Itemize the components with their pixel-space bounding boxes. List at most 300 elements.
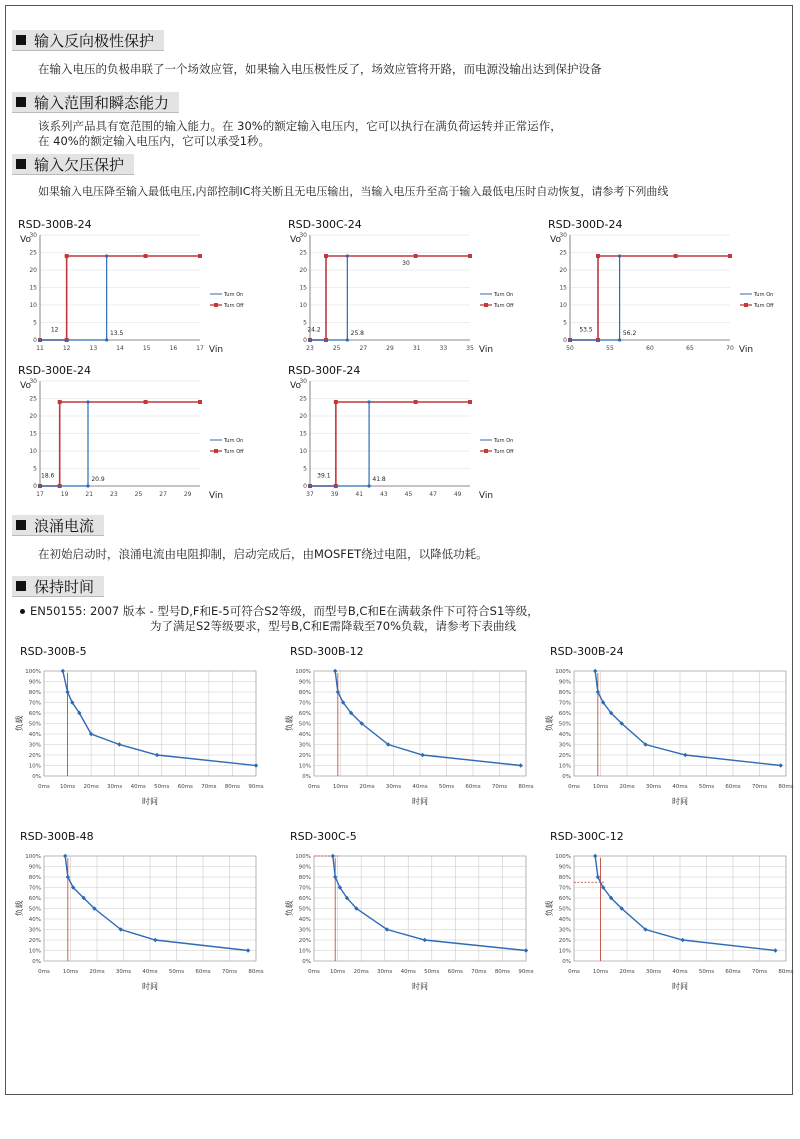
turn-off-point — [144, 400, 148, 404]
uv-x-tick-label: 50 — [566, 345, 574, 352]
holdup-y-tick-label: 90% — [298, 679, 311, 686]
uv-x-tick-label: 25 — [332, 345, 341, 352]
holdup-point — [333, 875, 337, 879]
turn-off-point — [65, 254, 69, 258]
turn-off-point — [198, 254, 202, 258]
uv-y-tick-label: 20 — [29, 413, 37, 420]
holdup-curve — [333, 856, 526, 951]
holdup-x-tick-label: 60ms — [725, 969, 741, 975]
holdup-point — [420, 753, 424, 757]
section-square-icon — [16, 97, 26, 107]
uv-y-tick-label: 20 — [299, 413, 307, 420]
uv-x-tick-label: 13 — [89, 345, 98, 352]
holdup-point — [331, 854, 335, 858]
holdup-x-tick-label: 60ms — [725, 784, 741, 790]
turn-off-point — [144, 254, 148, 258]
holdup-x-tick-label: 60ms — [447, 969, 463, 975]
holdup-y-tick-label: 40% — [28, 917, 41, 923]
holdup-point — [61, 669, 65, 673]
holdup-y-tick-label: 60% — [558, 711, 571, 717]
holdup-x-tick-label: 60ms — [465, 784, 481, 790]
holdup-x-axis-label: 时间 — [672, 982, 688, 991]
turn-on-point — [346, 338, 349, 341]
turn-on-point — [105, 254, 108, 257]
uv-y-tick-label: 15 — [29, 284, 37, 292]
holdup-curve — [335, 671, 521, 766]
uv-chart-title: RSD-300B-24 — [18, 218, 92, 231]
holdup-point — [246, 948, 250, 952]
uv-x-axis-label: Vin — [208, 491, 224, 501]
holdup-y-tick-label: 70% — [298, 700, 311, 707]
holdup-point — [593, 854, 597, 858]
holdup-y-tick-label: 10% — [28, 948, 41, 955]
holdup-x-tick-label: 90ms — [248, 784, 264, 790]
holdup-y-axis-label: 负载 — [285, 715, 294, 732]
uv-y-tick-label: 25 — [29, 395, 37, 403]
turn-on-point — [105, 338, 108, 341]
uv-x-tick-label: 37 — [306, 491, 314, 498]
uv-x-tick-label: 11 — [36, 345, 44, 352]
holdup-text-2: 为了满足S2等级要求，型号B,C和E需降载至70%负载，请参考下表曲线 — [150, 619, 517, 633]
holdup-point — [524, 948, 528, 952]
holdup-x-tick-label: 10ms — [59, 784, 76, 790]
uv-x-axis-label: Vin — [478, 345, 494, 355]
uv-x-tick-label: 27 — [159, 491, 167, 498]
holdup-chart-title: RSD-300C-12 — [550, 830, 624, 843]
turn-off-line — [570, 256, 730, 340]
holdup-point — [519, 763, 523, 767]
legend-turn-on-label: Turn On — [224, 292, 244, 298]
uv-x-tick-label: 21 — [85, 491, 94, 498]
holdup-x-tick-label: 70ms — [751, 969, 768, 975]
holdup-x-tick-label: 0ms — [308, 784, 320, 790]
holdup-y-tick-label: 90% — [558, 864, 571, 871]
holdup-point — [593, 669, 597, 673]
holdup-y-tick-label: 90% — [558, 679, 571, 686]
holdup-x-tick-label: 10ms — [592, 969, 609, 975]
holdup-x-tick-label: 40ms — [142, 969, 158, 975]
holdup-y-tick-label: 40% — [558, 732, 571, 738]
uv-y-tick-label: 0 — [303, 337, 307, 344]
uv-y-tick-label: 25 — [299, 249, 307, 257]
holdup-x-tick-label: 10ms — [329, 969, 346, 975]
turn-off-line — [310, 256, 470, 340]
holdup-x-tick-label: 80ms — [494, 969, 511, 975]
holdup-y-tick-label: 50% — [558, 906, 571, 913]
uv-level-label: 30 — [402, 260, 410, 267]
section-inrush — [12, 515, 104, 536]
holdup-y-tick-label: 100% — [555, 854, 571, 860]
holdup-chart-title: RSD-300B-12 — [290, 645, 364, 658]
turn-on-point — [38, 338, 41, 341]
turn-on-point — [308, 338, 311, 341]
holdup-x-tick-label: 0ms — [308, 969, 320, 975]
uv-x-tick-label: 29 — [183, 491, 192, 498]
holdup-x-tick-label: 70ms — [471, 969, 487, 975]
uv-x-tick-label: 49 — [453, 491, 462, 498]
holdup-y-tick-label: 60% — [298, 896, 311, 902]
holdup-x-tick-label: 10ms — [62, 969, 79, 975]
holdup-y-tick-label: 40% — [298, 732, 311, 738]
uv-chart-svg — [284, 232, 534, 372]
section-reverse-polarity — [12, 30, 164, 51]
holdup-y-tick-label: 40% — [558, 917, 571, 923]
holdup-y-tick-label: 60% — [298, 711, 311, 717]
holdup-x-tick-label: 40ms — [672, 784, 688, 790]
uv-x-tick-label: 70 — [726, 345, 734, 352]
holdup-point — [683, 753, 687, 757]
holdup-x-tick-label: 20ms — [353, 969, 369, 975]
uv-y-tick-label: 15 — [559, 284, 567, 292]
holdup-y-tick-label: 50% — [558, 721, 571, 728]
holdup-point — [680, 938, 684, 942]
holdup-x-tick-label: 40ms — [412, 784, 428, 790]
holdup-y-tick-label: 80% — [298, 875, 311, 881]
holdup-y-tick-label: 60% — [28, 896, 41, 902]
uv-x-tick-label: 23 — [110, 491, 118, 498]
holdup-y-tick-label: 0% — [562, 774, 571, 780]
holdup-x-tick-label: 40ms — [672, 969, 688, 975]
holdup-x-axis-label: 时间 — [412, 982, 428, 991]
holdup-y-axis-label: 负载 — [545, 900, 554, 917]
turn-on-point — [308, 484, 311, 487]
holdup-x-tick-label: 80ms — [518, 784, 534, 790]
legend-turn-off-label: Turn Off — [494, 303, 514, 309]
holdup-y-tick-label: 30% — [558, 742, 571, 749]
holdup-y-tick-label: 20% — [28, 938, 41, 944]
holdup-y-tick-label: 40% — [28, 732, 41, 738]
holdup-y-tick-label: 100% — [25, 669, 41, 675]
holdup-x-tick-label: 50ms — [154, 784, 170, 790]
section-title: 输入范围和瞬态能力 — [34, 93, 170, 112]
holdup-y-tick-label: 20% — [298, 938, 311, 944]
turn-on-point — [38, 484, 41, 487]
turn-on-point — [367, 484, 370, 487]
uvp-text: 如果输入电压降至输入最低电压,内部控制IC将关断且无电压输出，当输入电压升至高于输入最低电压时自动恢复，请参考下列曲线 — [38, 185, 669, 198]
holdup-y-tick-label: 10% — [558, 763, 571, 770]
holdup-x-tick-label: 0ms — [568, 969, 580, 975]
uv-x-tick-label: 33 — [439, 345, 448, 352]
uv-y-tick-label: 10 — [29, 302, 37, 309]
holdup-x-tick-label: 20ms — [619, 969, 635, 975]
holdup-y-tick-label: 80% — [558, 875, 571, 881]
holdup-y-tick-label: 70% — [28, 700, 41, 707]
holdup-x-tick-label: 30ms — [385, 784, 402, 790]
range-text-2: 在 40%的额定输入电压内，它可以承受1秒。 — [38, 134, 271, 148]
holdup-point — [153, 938, 157, 942]
uv-x-axis-label: Vin — [738, 345, 754, 355]
holdup-y-tick-label: 90% — [28, 679, 41, 686]
legend-turn-on-label: Turn On — [224, 438, 244, 444]
holdup-y-axis-label: 负载 — [285, 900, 294, 917]
holdup-curve — [65, 856, 248, 951]
holdup-curve — [63, 671, 256, 766]
holdup-y-tick-label: 70% — [298, 885, 311, 892]
uv-y-tick-label: 10 — [299, 448, 307, 455]
uv-x-tick-label: 47 — [429, 491, 437, 498]
holdup-x-tick-label: 10ms — [592, 784, 609, 790]
holdup-chart-title: RSD-300B-5 — [20, 645, 87, 658]
turn-off-line — [40, 402, 200, 486]
holdup-y-tick-label: 100% — [25, 854, 41, 860]
holdup-chart-title: RSD-300B-48 — [20, 830, 94, 843]
turn-on-point — [568, 338, 571, 341]
holdup-x-tick-label: 30ms — [645, 784, 662, 790]
holdup-x-tick-label: 30ms — [107, 784, 123, 790]
holdup-x-tick-label: 40ms — [130, 784, 146, 790]
uv-x-tick-label: 17 — [196, 345, 204, 352]
holdup-y-tick-label: 20% — [28, 753, 41, 759]
holdup-x-tick-label: 70ms — [751, 784, 768, 790]
holdup-point — [779, 763, 783, 767]
uv-x-tick-label: 29 — [386, 345, 394, 352]
uv-y-tick-label: 5 — [33, 319, 37, 327]
uv-x-tick-label: 35 — [466, 345, 474, 352]
section-title: 输入反向极性保护 — [34, 31, 155, 50]
turn-off-point — [468, 254, 472, 258]
holdup-y-tick-label: 20% — [558, 938, 571, 944]
uv-y-tick-label: 25 — [29, 249, 37, 257]
uv-x-axis-label: Vin — [208, 345, 224, 355]
uv-x-tick-label: 14 — [116, 345, 124, 352]
holdup-y-axis-label: 负载 — [15, 715, 24, 732]
legend-turn-off-marker — [484, 449, 488, 453]
holdup-x-tick-label: 90ms — [518, 969, 534, 975]
uv-on-label: 20.9 — [91, 475, 105, 483]
holdup-y-tick-label: 0% — [32, 774, 41, 780]
turn-off-point — [334, 400, 338, 404]
holdup-point — [65, 690, 69, 694]
turn-on-point — [618, 254, 621, 257]
turn-on-line — [570, 256, 620, 340]
uv-x-tick-label: 45 — [404, 491, 413, 498]
turn-off-point — [324, 254, 328, 258]
holdup-x-axis-label: 时间 — [672, 797, 688, 806]
holdup-x-tick-label: 20ms — [359, 784, 375, 790]
uv-y-axis-label: Vo — [20, 381, 31, 391]
uv-y-axis-label: Vo — [290, 381, 301, 391]
holdup-x-tick-label: 60ms — [195, 969, 211, 975]
uv-y-tick-label: 20 — [29, 267, 37, 274]
holdup-y-tick-label: 30% — [28, 742, 41, 749]
legend-turn-off-label: Turn Off — [224, 449, 244, 455]
section-square-icon — [16, 159, 26, 169]
turn-off-point — [414, 400, 418, 404]
holdup-y-tick-label: 70% — [558, 700, 571, 707]
uv-off-label: 53.5 — [579, 326, 593, 334]
holdup-y-tick-label: 50% — [298, 906, 311, 913]
uv-y-axis-label: Vo — [20, 235, 31, 245]
uv-y-tick-label: 30 — [29, 378, 37, 385]
holdup-y-tick-label: 30% — [298, 927, 311, 934]
uv-x-tick-label: 60 — [646, 345, 654, 352]
holdup-x-tick-label: 20ms — [89, 969, 105, 975]
legend-turn-on-label: Turn On — [754, 292, 774, 298]
holdup-y-tick-label: 100% — [295, 669, 311, 675]
uv-x-tick-label: 41 — [355, 491, 364, 498]
turn-off-point — [414, 254, 418, 258]
uv-x-tick-label: 25 — [134, 491, 143, 498]
holdup-x-tick-label: 0ms — [38, 969, 50, 975]
range-text-1: 该系列产品具有宽范围的输入能力。在 30%的额定输入电压内，它可以执行在满负荷运转并正常运作， — [38, 119, 562, 133]
holdup-x-tick-label: 50ms — [168, 969, 185, 975]
section-square-icon — [16, 581, 26, 591]
holdup-y-tick-label: 50% — [28, 721, 41, 728]
uv-x-tick-label: 12 — [62, 345, 71, 352]
uv-y-axis-label: Vo — [550, 235, 561, 245]
uv-y-tick-label: 0 — [33, 337, 37, 344]
holdup-curve — [595, 671, 781, 766]
holdup-x-tick-label: 50ms — [424, 969, 440, 975]
holdup-y-tick-label: 10% — [28, 763, 41, 770]
holdup-point — [333, 669, 337, 673]
uv-chart-svg — [544, 232, 794, 372]
uv-y-tick-label: 30 — [299, 232, 307, 239]
holdup-point — [773, 948, 777, 952]
holdup-x-tick-label: 30ms — [115, 969, 132, 975]
holdup-chart-svg — [544, 848, 794, 1013]
legend-turn-off-marker — [744, 303, 748, 307]
uv-chart-title: RSD-300E-24 — [18, 364, 91, 377]
uv-y-tick-label: 30 — [559, 232, 567, 239]
holdup-y-tick-label: 10% — [298, 948, 311, 955]
holdup-chart-svg — [544, 663, 794, 828]
uv-x-tick-label: 17 — [36, 491, 44, 498]
holdup-chart-title: RSD-300C-5 — [290, 830, 357, 843]
uv-x-tick-label: 27 — [359, 345, 368, 352]
uv-chart-svg — [14, 378, 264, 518]
holdup-y-tick-label: 70% — [28, 885, 41, 892]
uv-chart-title: RSD-300F-24 — [288, 364, 361, 377]
holdup-chart-svg — [284, 663, 534, 828]
legend-turn-on-label: Turn On — [494, 292, 514, 298]
turn-on-point — [86, 484, 89, 487]
holdup-y-tick-label: 40% — [298, 917, 311, 923]
holdup-x-axis-label: 时间 — [142, 797, 158, 806]
legend-turn-off-marker — [484, 303, 488, 307]
bullet-icon — [20, 609, 25, 614]
holdup-x-axis-label: 时间 — [412, 797, 428, 806]
holdup-y-tick-label: 30% — [28, 927, 41, 934]
holdup-y-tick-label: 80% — [28, 690, 41, 696]
holdup-x-tick-label: 40ms — [400, 969, 416, 975]
holdup-y-axis-label: 负载 — [545, 715, 554, 732]
holdup-x-tick-label: 80ms — [778, 969, 794, 975]
uv-off-label: 18.6 — [41, 472, 55, 480]
legend-turn-on-label: Turn On — [494, 438, 514, 444]
holdup-y-tick-label: 50% — [28, 906, 41, 913]
uv-x-tick-label: 43 — [380, 491, 388, 498]
uv-off-label: 39.1 — [317, 472, 331, 480]
section-input-range — [12, 92, 179, 113]
holdup-point — [254, 763, 258, 767]
section-title: 浪涌电流 — [34, 516, 95, 535]
holdup-x-tick-label: 30ms — [645, 969, 662, 975]
holdup-text-1 — [20, 604, 539, 619]
turn-off-point — [58, 400, 62, 404]
holdup-y-tick-label: 10% — [298, 763, 311, 770]
uv-x-tick-label: 15 — [142, 345, 151, 352]
uv-y-tick-label: 30 — [299, 378, 307, 385]
uv-y-tick-label: 0 — [303, 483, 307, 490]
holdup-chart-svg — [284, 848, 534, 1013]
legend-turn-off-marker — [214, 449, 218, 453]
uv-chart-svg — [284, 378, 534, 518]
holdup-x-tick-label: 20ms — [619, 784, 635, 790]
section-title: 输入欠压保护 — [34, 155, 125, 174]
section-holdup — [12, 576, 104, 597]
uv-x-tick-label: 16 — [169, 345, 178, 352]
holdup-x-tick-label: 50ms — [438, 784, 455, 790]
holdup-y-tick-label: 90% — [28, 864, 41, 871]
uv-x-tick-label: 23 — [306, 345, 314, 352]
uv-y-tick-label: 5 — [303, 465, 307, 473]
holdup-point — [63, 854, 67, 858]
uv-y-tick-label: 0 — [563, 337, 567, 344]
uv-y-tick-label: 5 — [33, 465, 37, 473]
turn-off-point — [728, 254, 732, 258]
reverse-text: 在输入电压的负极串联了一个场效应管，如果输入电压极性反了，场效应管将开路，而电源没输出达到保护设备 — [38, 62, 602, 76]
holdup-y-tick-label: 100% — [295, 854, 311, 860]
holdup-x-tick-label: 60ms — [177, 784, 193, 790]
holdup-point — [155, 753, 159, 757]
uv-y-tick-label: 15 — [299, 430, 307, 438]
holdup-x-tick-label: 50ms — [698, 784, 715, 790]
uv-x-tick-label: 31 — [412, 345, 421, 352]
uv-on-label: 56.2 — [622, 329, 637, 337]
uv-y-tick-label: 10 — [559, 302, 567, 309]
legend-turn-off-label: Turn Off — [224, 303, 244, 309]
section-title: 保持时间 — [34, 577, 95, 596]
uv-y-tick-label: 15 — [299, 284, 307, 292]
holdup-y-tick-label: 100% — [555, 669, 571, 675]
holdup-y-tick-label: 90% — [298, 864, 311, 871]
uv-y-tick-label: 5 — [303, 319, 307, 327]
holdup-y-tick-label: 30% — [558, 927, 571, 934]
holdup-x-tick-label: 0ms — [568, 784, 580, 790]
turn-on-point — [618, 338, 621, 341]
uv-on-label: 25.8 — [350, 329, 365, 337]
uv-y-tick-label: 20 — [559, 267, 567, 274]
uv-y-tick-label: 20 — [299, 267, 307, 274]
holdup-point — [117, 742, 121, 746]
uv-on-label: 41.8 — [372, 475, 386, 483]
holdup-y-tick-label: 0% — [32, 959, 41, 965]
section-uvp — [12, 154, 134, 175]
holdup-y-tick-label: 20% — [558, 753, 571, 759]
holdup-line-1: EN50155: 2007 版本 - 型号D,F和E-5可符合S2等级，而型号B,C和E在满载条件下可符合S1等级， — [30, 604, 539, 618]
uv-y-tick-label: 10 — [299, 302, 307, 309]
holdup-y-tick-label: 20% — [298, 753, 311, 759]
holdup-y-tick-label: 10% — [558, 948, 571, 955]
turn-off-point — [674, 254, 678, 258]
section-square-icon — [16, 520, 26, 530]
holdup-chart-svg — [14, 663, 264, 828]
turn-off-point — [468, 400, 472, 404]
uv-y-tick-label: 0 — [33, 483, 37, 490]
holdup-y-tick-label: 80% — [298, 690, 311, 696]
holdup-y-tick-label: 80% — [28, 875, 41, 881]
holdup-x-tick-label: 70ms — [201, 784, 217, 790]
holdup-x-tick-label: 50ms — [698, 969, 715, 975]
holdup-x-tick-label: 10ms — [332, 784, 349, 790]
uv-chart-title: RSD-300D-24 — [548, 218, 623, 231]
uv-x-tick-label: 55 — [606, 345, 614, 352]
holdup-x-tick-label: 80ms — [224, 784, 241, 790]
holdup-x-tick-label: 80ms — [778, 784, 794, 790]
uv-x-axis-label: Vin — [478, 491, 494, 501]
inrush-text: 在初始启动时，浪涌电流由电阻抑制，启动完成后，由MOSFET绕过电阻，以降低功耗。 — [38, 547, 488, 561]
